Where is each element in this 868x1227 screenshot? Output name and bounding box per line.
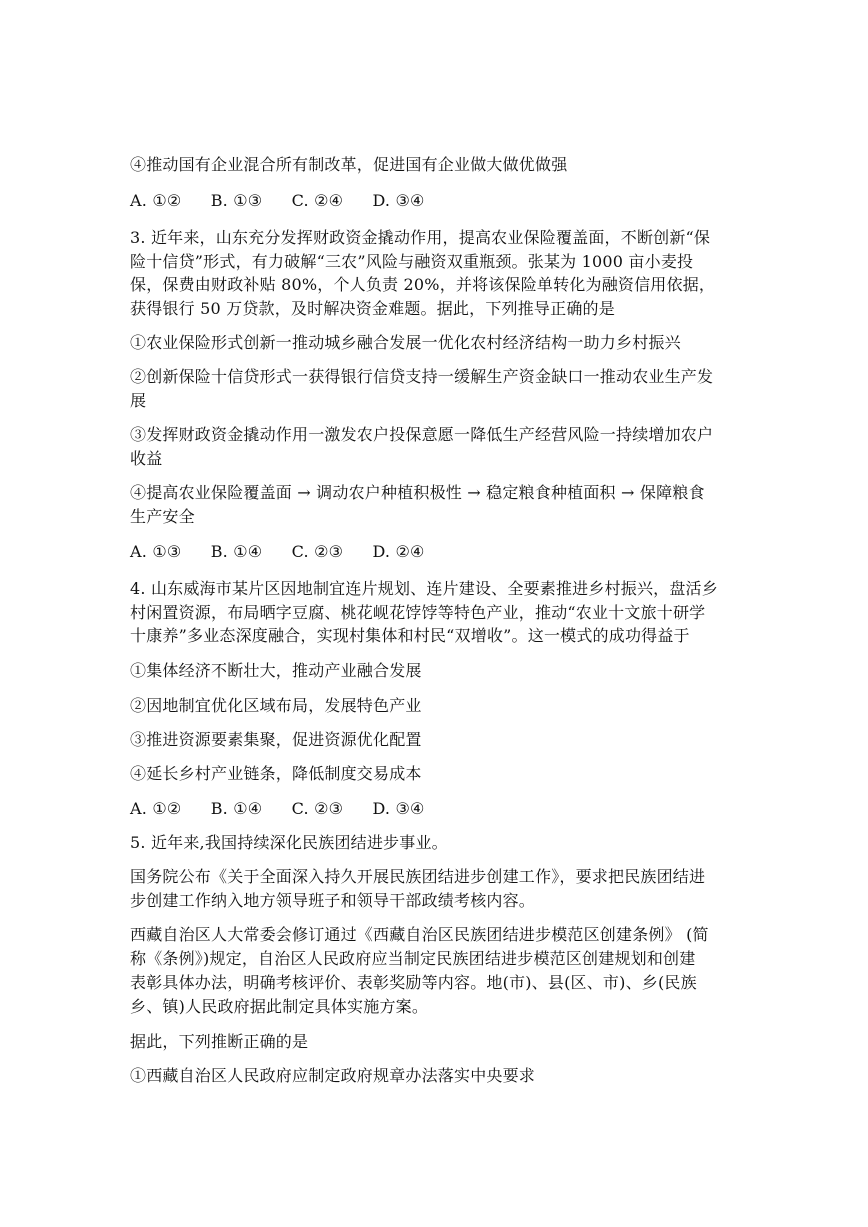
q4-choice-1: ①集体经济不断壮大，推动产业融合发展 [130, 661, 422, 680]
q2-choice-4: ④推动国有企业混合所有制改革，促进国有企业做大做优做强 [130, 155, 568, 174]
q5-paragraph-2-line-2: 称《条例》)规定，自治区人民政府应当制定民族团结进步模范区创建规划和创建 [130, 949, 696, 968]
q3-choice-4-line-1: ④提高农业保险覆盖面 → 调动农户种植积极性 → 稳定粮食种植面积 → 保障粮食 [130, 483, 705, 502]
q2-option-d: D. ③④ [372, 191, 425, 210]
q2-option-b: B. ①③ [210, 191, 263, 210]
q5-paragraph-2-line-3: 表彰具体办法，明确考核评价、表彰奖励等内容。地(市)、县(区、市)、乡(民族 [130, 973, 697, 992]
q3-choice-3-line-2: 收益 [130, 449, 163, 468]
q5-choice-1: ①西藏自治区人民政府应制定政府规章办法落实中央要求 [130, 1066, 536, 1085]
q3-option-d: D. ②④ [372, 542, 425, 561]
q3-stem-line-2: 险十信贷”形式，有力破解“三农”风险与融资双重瓶颈。张某为 1000 亩小麦投 [130, 252, 694, 271]
q3-stem-line-1: 3. 近年来，山东充分发挥财政资金撬动作用，提高农业保险覆盖面，不断创新“保 [130, 228, 711, 247]
q2-option-a: A. ①② [130, 191, 182, 210]
q3-option-c: C. ②③ [291, 542, 344, 561]
q4-choice-4: ④延长乡村产业链条，降低制度交易成本 [130, 764, 422, 783]
q5-paragraph-2-line-4: 乡、镇)人民政府据此制定具体实施方案。 [130, 997, 429, 1016]
q5-prompt: 据此，下列推断正确的是 [130, 1032, 309, 1051]
q3-choice-4-line-2: 生产安全 [130, 507, 195, 526]
q4-options [130, 799, 449, 819]
q4-option-d: D. ③④ [372, 799, 425, 818]
q5-paragraph-1-line-2: 步创建工作纳入地方领导班子和领导干部政绩考核内容。 [130, 891, 536, 910]
q3-choice-1: ①农业保险形式创新一推动城乡融合发展一优化农村经济结构一助力乡村振兴 [130, 333, 681, 352]
q4-stem-line-2: 村闲置资源，布局晒字豆腐、桃花岘花饽饽等特色产业，推动“农业十文旅十研学 [130, 603, 706, 622]
q4-option-c: C. ②③ [291, 799, 344, 818]
q4-stem-line-3: 十康养”多业态深度融合，实现村集体和村民“双增收”。这一模式的成功得益于 [130, 626, 690, 645]
q5-paragraph-1-line-1: 国务院公布《关于全面深入持久开展民族团结进步创建工作》，要求把民族团结进 [130, 867, 706, 886]
q5-paragraph-2-line-1: 西藏自治区人大常委会修订通过《西藏自治区民族团结进步模范区创建条例》 (简 [130, 925, 709, 944]
q3-option-a: A. ①③ [130, 542, 182, 561]
q3-stem-line-4: 获得银行 50 万贷款，及时解决资金难题。据此，下列推导正确的是 [130, 299, 615, 318]
q2-options [130, 191, 449, 211]
q3-choice-2-line-2: 展 [130, 391, 147, 410]
q5-stem-line-1: 5. 近年来,我国持续深化民族团结进步事业。 [130, 833, 448, 852]
q4-option-b: B. ①④ [210, 799, 263, 818]
q3-option-b: B. ①④ [210, 542, 263, 561]
q4-option-a: A. ①② [130, 799, 182, 818]
q3-choice-2-line-1: ②创新保险十信贷形式一获得银行信贷支持一缓解生产资金缺口一推动农业生产发 [130, 367, 714, 386]
q3-options [130, 542, 449, 562]
q4-choice-2: ②因地制宜优化区域布局，发展特色产业 [130, 696, 422, 715]
q4-stem-line-1: 4. 山东威海市某片区因地制宜连片规划、连片建设、全要素推进乡村振兴，盘活乡 [130, 579, 718, 598]
q3-choice-3-line-1: ③发挥财政资金撬动作用一激发农户投保意愿一降低生产经营风险一持续增加农户 [130, 425, 714, 444]
q2-option-c: C. ②④ [291, 191, 344, 210]
q4-choice-3: ③推进资源要素集聚，促进资源优化配置 [130, 730, 422, 749]
q3-stem-line-3: 保，保费由财政补贴 80%，个人负责 20%，并将该保险单转化为融资信用依据， [130, 275, 716, 294]
